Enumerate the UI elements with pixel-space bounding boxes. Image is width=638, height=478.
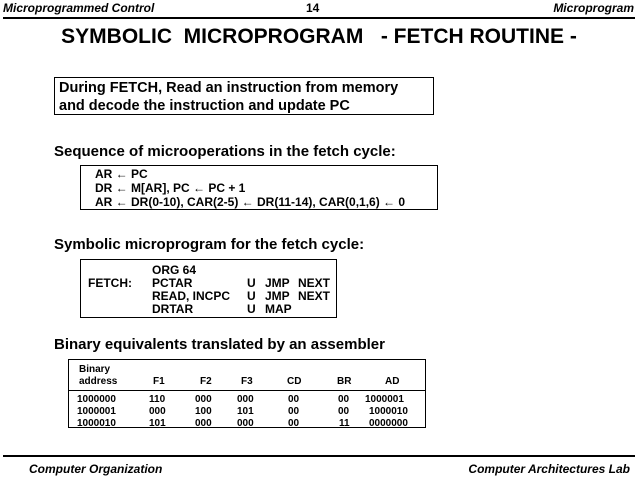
symbolic-heading: Symbolic microprogram for the fetch cycle: xyxy=(54,236,365,253)
cell-ad: 1000001 xyxy=(365,394,404,405)
intro-box xyxy=(54,77,434,115)
cell-f3: 000 xyxy=(237,394,254,405)
col-header-f2: F2 xyxy=(200,376,212,387)
cell-address: 1000010 xyxy=(77,418,116,429)
microop-line: DR ← M[AR], PC ← PC + 1 xyxy=(95,181,246,195)
symbolic-cond: U xyxy=(247,289,256,303)
cell-ad: 0000000 xyxy=(369,418,408,429)
cell-address: 1000001 xyxy=(77,406,116,417)
symbolic-box xyxy=(80,259,337,318)
footer-rule xyxy=(3,455,635,457)
symbolic-ad: NEXT xyxy=(298,276,331,290)
col-header-cd: CD xyxy=(287,376,302,387)
intro-line-1: During FETCH, Read an instruction from memory xyxy=(59,80,399,96)
symbolic-br: JMP xyxy=(265,276,290,290)
symbolic-br: MAP xyxy=(265,302,292,316)
col-header-f1: F1 xyxy=(153,376,165,387)
cell-f1: 110 xyxy=(149,394,166,405)
col-header-ad: AD xyxy=(385,376,400,387)
cell-br: 11 xyxy=(339,418,350,429)
cell-cd: 00 xyxy=(288,406,300,417)
slide-title: SYMBOLIC MICROPROGRAM - FETCH ROUTINE - xyxy=(61,25,577,48)
org-directive: ORG 64 xyxy=(152,263,197,277)
cell-f2: 100 xyxy=(195,406,212,417)
symbolic-br: JMP xyxy=(265,289,290,303)
col-header-binary: Binary xyxy=(79,364,111,375)
symbolic-op: PCTAR xyxy=(152,276,193,290)
microop-line: AR ← DR(0-10), CAR(2-5) ← DR(11-14), CAR(0,1,6) ← 0 xyxy=(95,195,406,209)
header-separator xyxy=(69,390,425,391)
symbolic-ad: NEXT xyxy=(298,289,331,303)
cell-f2: 000 xyxy=(195,418,212,429)
page-number: 14 xyxy=(306,1,320,15)
col-header-br: BR xyxy=(337,376,352,387)
cell-br: 00 xyxy=(338,406,350,417)
symbolic-op: READ, INCPC xyxy=(152,289,231,303)
cell-f2: 000 xyxy=(195,394,212,405)
col-header-f3: F3 xyxy=(241,376,253,387)
symbolic-cond: U xyxy=(247,302,256,316)
symbolic-op: DRTAR xyxy=(152,302,194,316)
header-course-topic: Microprogrammed Control xyxy=(3,1,155,15)
cell-f1: 000 xyxy=(149,406,166,417)
header-section: Microprogram xyxy=(553,1,634,15)
sequence-box xyxy=(80,165,438,210)
cell-f3: 000 xyxy=(237,418,254,429)
binary-heading: Binary equivalents translated by an assembler xyxy=(54,336,385,353)
fetch-label: FETCH: xyxy=(88,276,132,290)
cell-ad: 1000010 xyxy=(369,406,408,417)
footer-course: Computer Organization xyxy=(29,462,163,476)
sequence-heading: Sequence of microoperations in the fetch cycle: xyxy=(54,143,396,160)
binary-table xyxy=(68,359,426,428)
header-rule xyxy=(3,17,635,19)
intro-line-2: and decode the instruction and update PC xyxy=(59,98,350,114)
col-header-address: address xyxy=(79,376,118,387)
footer-lab: Computer Architectures Lab xyxy=(468,462,630,476)
cell-cd: 00 xyxy=(288,394,300,405)
symbolic-cond: U xyxy=(247,276,256,290)
cell-address: 1000000 xyxy=(77,394,116,405)
cell-f1: 101 xyxy=(149,418,166,429)
microop-line: AR ← PC xyxy=(95,167,148,181)
cell-br: 00 xyxy=(338,394,350,405)
cell-cd: 00 xyxy=(288,418,300,429)
cell-f3: 101 xyxy=(237,406,254,417)
